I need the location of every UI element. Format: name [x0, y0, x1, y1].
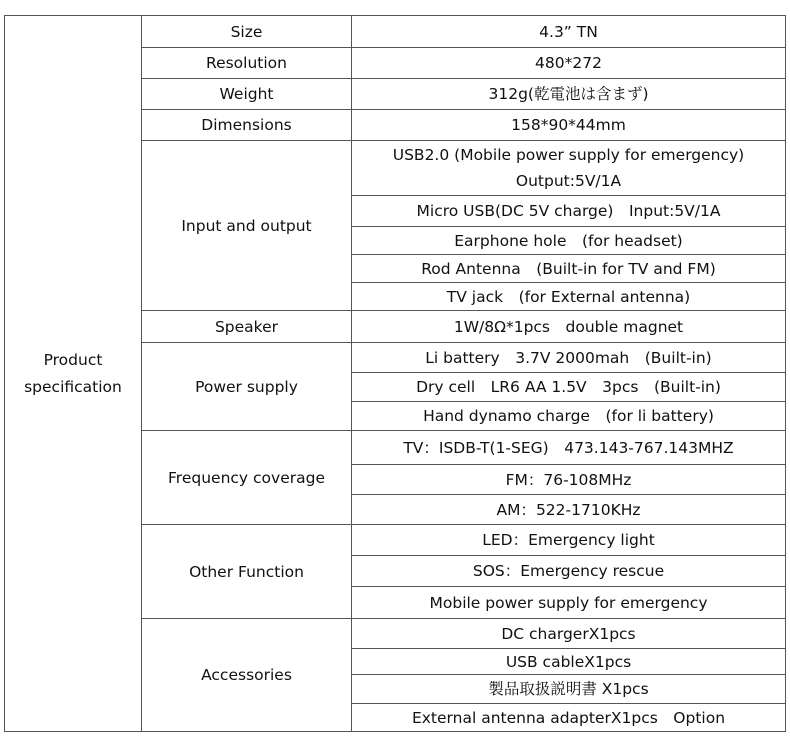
spec-value: LED：Emergency light [352, 525, 786, 556]
spec-name: Weight [142, 79, 352, 110]
spec-name: Frequency coverage [142, 431, 352, 525]
spec-name: Input and output [142, 141, 352, 311]
spec-name: Power supply [142, 343, 352, 431]
spec-value: 158*90*44mm [352, 110, 786, 141]
spec-value: AM：522-1710KHz [352, 495, 786, 525]
spec-name: Accessories [142, 619, 352, 732]
spec-value: Hand dynamo charge (for li battery) [352, 402, 786, 431]
spec-value: Li battery 3.7V 2000mah (Built-in) [352, 343, 786, 373]
spec-value: FM：76-108MHz [352, 465, 786, 495]
spec-value: Micro USB(DC 5V charge) Input:5V/1A [352, 196, 786, 227]
spec-name: Dimensions [142, 110, 352, 141]
spec-value: DC chargerX1pcs [352, 619, 786, 649]
spec-value: 312g(乾電池は含まず) [352, 79, 786, 110]
spec-value: TV jack (for External antenna) [352, 283, 786, 311]
spec-value: External antenna adapterX1pcs Option [352, 704, 786, 732]
spec-value: TV：ISDB-T(1-SEG) 473.143-767.143MHZ [352, 431, 786, 465]
spec-value: 4.3” TN [352, 16, 786, 48]
spec-value: 1W/8Ω*1pcs double magnet [352, 311, 786, 343]
spec-name: Speaker [142, 311, 352, 343]
spec-name: Size [142, 16, 352, 48]
spec-value: 製品取扱説明書 X1pcs [352, 675, 786, 704]
spec-value: Mobile power supply for emergency [352, 587, 786, 619]
spec-value: Dry cell LR6 AA 1.5V 3pcs (Built-in) [352, 373, 786, 402]
section-label: Product specification [5, 16, 142, 732]
spec-value: 480*272 [352, 48, 786, 79]
spec-table [4, 15, 786, 732]
spec-value: USB cableX1pcs [352, 649, 786, 675]
spec-value: Earphone hole (for headset) [352, 227, 786, 255]
spec-name: Resolution [142, 48, 352, 79]
spec-value: SOS：Emergency rescue [352, 556, 786, 587]
spec-table-body [5, 16, 786, 732]
spec-value: Rod Antenna (Built-in for TV and FM) [352, 255, 786, 283]
spec-value: USB2.0 (Mobile power supply for emergency) Output:5V/1A [352, 141, 786, 196]
spec-row [5, 16, 786, 48]
spec-name: Other Function [142, 525, 352, 619]
